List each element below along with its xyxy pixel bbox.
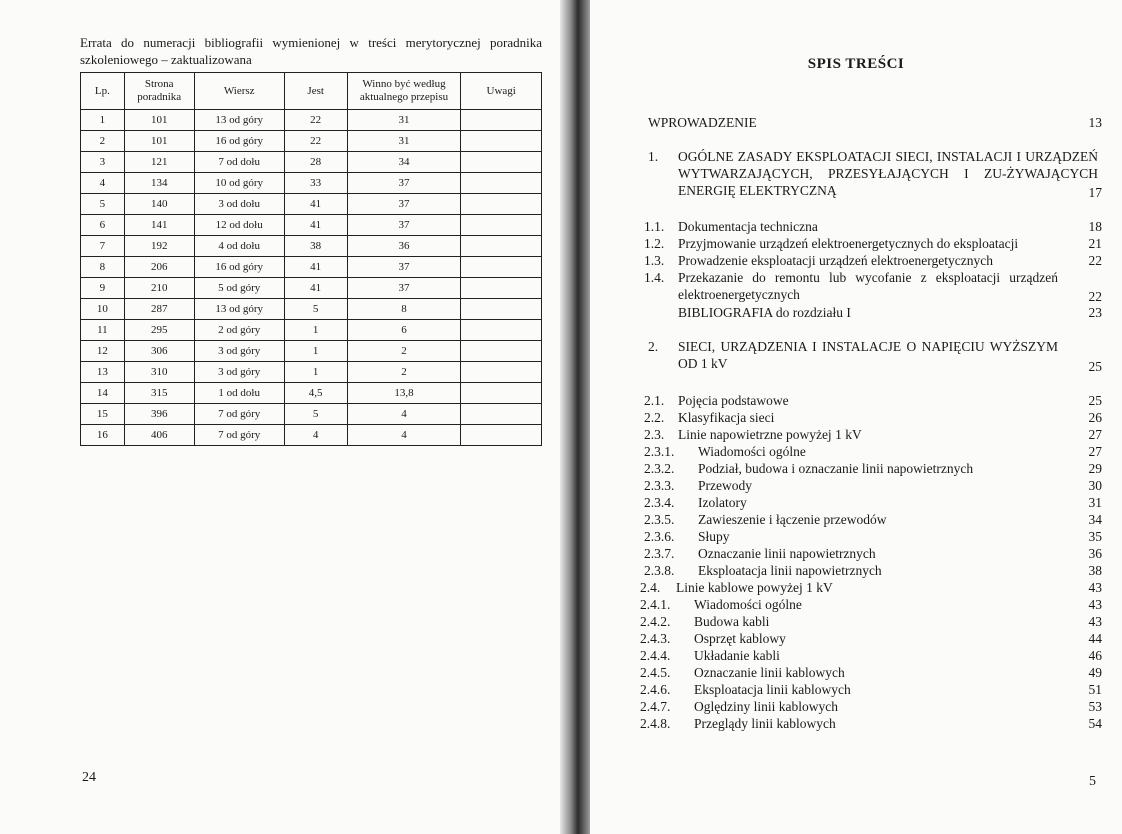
cell-strona: 306 [124, 341, 194, 362]
cell-jest: 4 [284, 425, 347, 446]
cell-strona: 287 [124, 299, 194, 320]
cell-uwagi [461, 194, 542, 215]
toc-entry [590, 477, 1110, 494]
cell-uwagi [461, 215, 542, 236]
page-number-left: 24 [82, 770, 96, 785]
toc-entry-title: Podział, budowa i oznaczanie linii napowietrznych [698, 461, 974, 476]
toc-entry [590, 545, 1110, 562]
toc-entry-title: WPROWADZENIE [648, 115, 757, 130]
toc-entry-title: Oględziny linii kablowych [694, 699, 838, 714]
cell-lp: 3 [81, 152, 125, 173]
toc-entry [590, 252, 1110, 269]
toc-entry-number: 2.3.2. [644, 461, 675, 476]
table-row [81, 425, 542, 446]
cell-jest: 41 [284, 215, 347, 236]
cell-wiersz: 7 od góry [194, 425, 284, 446]
toc-entry-number: 2.4.3. [640, 631, 671, 646]
cell-lp: 12 [81, 341, 125, 362]
toc-entry-title: BIBLIOGRAFIA do rozdziału I [678, 305, 851, 320]
toc-entry-title: Przewody [698, 478, 752, 493]
cell-lp: 1 [81, 110, 125, 131]
cell-uwagi [461, 173, 542, 194]
toc-heading: SPIS TREŚCI [807, 56, 905, 72]
toc-entry-page: 18 [1088, 219, 1102, 234]
toc-entry-number: 2.3. [644, 427, 665, 442]
cell-jest: 1 [284, 341, 347, 362]
toc-entry [590, 681, 1110, 698]
cell-strona: 121 [124, 152, 194, 173]
table-row [81, 257, 542, 278]
toc-entry-page: 34 [1088, 512, 1102, 527]
toc-entry-title: SIECI, URZĄDZENIA I INSTALACJE O NAPIĘCIU WYŻSZYM OD 1 kV [678, 339, 1058, 371]
cell-winno: 37 [347, 215, 461, 236]
toc-entry-title: Linie napowietrzne powyżej 1 kV [678, 427, 862, 442]
cell-strona: 141 [124, 215, 194, 236]
toc-entry-page: 25 [1088, 359, 1102, 374]
cell-strona: 406 [124, 425, 194, 446]
cell-jest: 41 [284, 257, 347, 278]
cell-strona: 295 [124, 320, 194, 341]
cell-wiersz: 1 od dołu [194, 383, 284, 404]
cell-uwagi [461, 257, 542, 278]
cell-wiersz: 16 od góry [194, 257, 284, 278]
toc-entry-title: Wiadomości ogólne [698, 444, 806, 459]
cell-lp: 2 [81, 131, 125, 152]
header-lp: Lp. [81, 73, 125, 110]
cell-jest: 5 [284, 404, 347, 425]
cell-wiersz: 4 od dołu [194, 236, 284, 257]
cell-wiersz: 5 od góry [194, 278, 284, 299]
toc-entry [590, 664, 1110, 681]
cell-lp: 8 [81, 257, 125, 278]
table-row [81, 173, 542, 194]
toc-entry-number: 2.1. [644, 393, 665, 408]
cell-uwagi [461, 383, 542, 404]
cell-strona: 192 [124, 236, 194, 257]
toc-entry-title: Przyjmowanie urządzeń elektroenergetycznych do eksploatacji [678, 236, 1019, 251]
table-row [81, 320, 542, 341]
errata-header-row [81, 73, 542, 110]
cell-winno: 31 [347, 131, 461, 152]
toc-entry-number: 2. [648, 339, 659, 354]
toc-entry-number: 2.4.1. [640, 597, 671, 612]
errata-table [80, 72, 542, 446]
toc-entry-number: 2.4.7. [640, 699, 671, 714]
toc-entry-number: 1.3. [644, 253, 665, 268]
cell-strona: 101 [124, 131, 194, 152]
cell-wiersz: 12 od dołu [194, 215, 284, 236]
toc-entry-title: Dokumentacja techniczna [678, 219, 818, 234]
toc-entry-title: Eksploatacja linii kablowych [694, 682, 851, 697]
toc-entry-page: 30 [1088, 478, 1102, 493]
toc-entry-number: 1.4. [644, 270, 665, 285]
cell-lp: 6 [81, 215, 125, 236]
table-row [81, 278, 542, 299]
toc-entry [590, 235, 1110, 252]
table-row [81, 341, 542, 362]
toc-entry [590, 613, 1110, 630]
cell-wiersz: 2 od góry [194, 320, 284, 341]
cell-lp: 14 [81, 383, 125, 404]
cell-lp: 15 [81, 404, 125, 425]
cell-jest: 28 [284, 152, 347, 173]
toc-entry-number: 2.4.8. [640, 716, 671, 731]
cell-strona: 140 [124, 194, 194, 215]
toc-entry-page: 22 [1088, 253, 1102, 268]
toc-entry-title: Izolatory [698, 495, 747, 510]
toc-entry-page: 38 [1088, 563, 1102, 578]
toc-entry [590, 579, 1110, 596]
toc-entry [590, 148, 1110, 200]
toc-entry-title: Klasyfikacja sieci [678, 410, 775, 425]
toc-entry-number: 2.4.5. [640, 665, 671, 680]
header-strona: Strona poradnika [124, 73, 194, 110]
cell-jest: 41 [284, 194, 347, 215]
cell-winno: 8 [347, 299, 461, 320]
table-row [81, 215, 542, 236]
table-row [81, 362, 542, 383]
cell-uwagi [461, 236, 542, 257]
table-row [81, 131, 542, 152]
cell-uwagi [461, 131, 542, 152]
cell-wiersz: 3 od góry [194, 362, 284, 383]
toc-entry-title: Eksploatacja linii napowietrznych [698, 563, 882, 578]
table-row [81, 110, 542, 131]
cell-strona: 315 [124, 383, 194, 404]
toc-entry-title: Zawieszenie i łączenie przewodów [698, 512, 887, 527]
toc-entry [590, 562, 1110, 579]
toc-entry [590, 528, 1110, 545]
cell-wiersz: 3 od góry [194, 341, 284, 362]
toc-entry [590, 409, 1110, 426]
cell-lp: 9 [81, 278, 125, 299]
toc-entry-title: Osprzęt kablowy [694, 631, 786, 646]
toc-entry [590, 511, 1110, 528]
cell-wiersz: 7 od góry [194, 404, 284, 425]
toc-entry [590, 114, 1110, 131]
cell-lp: 16 [81, 425, 125, 446]
toc-entry-page: 26 [1088, 410, 1102, 425]
cell-jest: 1 [284, 320, 347, 341]
cell-lp: 5 [81, 194, 125, 215]
cell-uwagi [461, 299, 542, 320]
cell-winno: 2 [347, 362, 461, 383]
cell-jest: 41 [284, 278, 347, 299]
cell-winno: 31 [347, 110, 461, 131]
toc-entry-page: 44 [1088, 631, 1102, 646]
cell-uwagi [461, 362, 542, 383]
cell-winno: 37 [347, 257, 461, 278]
toc-entry-page: 29 [1088, 461, 1102, 476]
toc-entry-title: Przeglądy linii kablowych [694, 716, 836, 731]
toc-entry-title: Pojęcia podstawowe [678, 393, 789, 408]
cell-uwagi [461, 152, 542, 173]
cell-jest: 1 [284, 362, 347, 383]
toc-entry-page: 49 [1088, 665, 1102, 680]
cell-jest: 33 [284, 173, 347, 194]
toc-entry-page: 43 [1088, 614, 1102, 629]
toc-entry-page: 17 [1088, 185, 1102, 200]
cell-lp: 13 [81, 362, 125, 383]
cell-strona: 206 [124, 257, 194, 278]
cell-strona: 101 [124, 110, 194, 131]
cell-wiersz: 10 od góry [194, 173, 284, 194]
toc-entry [590, 304, 1110, 321]
cell-winno: 37 [347, 194, 461, 215]
errata-title: Errata do numeracji bibliografii wymienionej w treści merytorycznej poradnika szkoleniowego – zaktualizowana [80, 35, 542, 67]
toc-entry-page: 54 [1088, 716, 1102, 731]
cell-winno: 4 [347, 425, 461, 446]
cell-jest: 5 [284, 299, 347, 320]
toc-entry-number: 2.3.7. [644, 546, 675, 561]
toc-entry-number: 2.3.5. [644, 512, 675, 527]
cell-winno: 2 [347, 341, 461, 362]
cell-uwagi [461, 278, 542, 299]
cell-lp: 7 [81, 236, 125, 257]
toc-entry-title: Prowadzenie eksploatacji urządzeń elektroenergetycznych [678, 253, 993, 268]
toc-entry-page: 53 [1088, 699, 1102, 714]
header-jest: Jest [284, 73, 347, 110]
toc-entry-number: 2.3.4. [644, 495, 675, 510]
header-wiersz: Wiersz [194, 73, 284, 110]
toc-entry-page: 43 [1088, 580, 1102, 595]
toc-entry-page: 22 [1088, 289, 1102, 304]
toc-entry-number: 2.3.1. [644, 444, 675, 459]
cell-uwagi [461, 341, 542, 362]
toc-entry-page: 13 [1088, 115, 1102, 130]
toc-entry [590, 715, 1110, 732]
toc-entry-page: 25 [1088, 393, 1102, 408]
cell-strona: 396 [124, 404, 194, 425]
toc-entry-page: 21 [1088, 236, 1102, 251]
toc-entry [590, 647, 1110, 664]
cell-uwagi [461, 404, 542, 425]
toc-entry [590, 269, 1110, 304]
toc-entry-number: 2.4.6. [640, 682, 671, 697]
toc-entry [590, 630, 1110, 647]
toc-entry-page: 27 [1088, 444, 1102, 459]
toc-entry [590, 698, 1110, 715]
cell-winno: 13,8 [347, 383, 461, 404]
cell-jest: 38 [284, 236, 347, 257]
toc-entry [590, 443, 1110, 460]
page-number-right: 5 [1089, 774, 1096, 789]
toc-entry-number: 2.4.2. [640, 614, 671, 629]
toc-entry-title: Budowa kabli [694, 614, 770, 629]
table-row [81, 299, 542, 320]
toc-entry-number: 2.2. [644, 410, 665, 425]
table-row [81, 152, 542, 173]
table-row [81, 383, 542, 404]
header-uwagi: Uwagi [461, 73, 542, 110]
toc-entry-title: Słupy [698, 529, 730, 544]
toc-entry-page: 35 [1088, 529, 1102, 544]
toc-entry-number: 2.4.4. [640, 648, 671, 663]
toc-entry [590, 494, 1110, 511]
toc-entry-number: 1.1. [644, 219, 665, 234]
toc-entry [590, 596, 1110, 613]
cell-winno: 4 [347, 404, 461, 425]
cell-jest: 4,5 [284, 383, 347, 404]
toc-entry-title: Oznaczanie linii kablowych [694, 665, 845, 680]
cell-uwagi [461, 110, 542, 131]
cell-strona: 210 [124, 278, 194, 299]
toc-entry-page: 31 [1088, 495, 1102, 510]
cell-uwagi [461, 320, 542, 341]
toc-entry-title: Przekazanie do remontu lub wycofanie z eksploatacji urządzeń elektroenergetycznych [678, 270, 1058, 302]
toc-entry-number: 2.3.6. [644, 529, 675, 544]
toc-entry-page: 43 [1088, 597, 1102, 612]
cell-lp: 11 [81, 320, 125, 341]
table-row [81, 194, 542, 215]
toc-entry [590, 218, 1110, 235]
right-page [590, 0, 1122, 834]
toc-entry [590, 460, 1110, 477]
toc-entry-number: 2.3.8. [644, 563, 675, 578]
cell-wiersz: 13 od góry [194, 110, 284, 131]
cell-strona: 134 [124, 173, 194, 194]
toc-entry-title: Linie kablowe powyżej 1 kV [676, 580, 833, 595]
toc-entry-page: 23 [1088, 305, 1102, 320]
cell-jest: 22 [284, 131, 347, 152]
cell-lp: 4 [81, 173, 125, 194]
toc-entry-page: 51 [1088, 682, 1102, 697]
cell-strona: 310 [124, 362, 194, 383]
toc-entry [590, 392, 1110, 409]
cell-winno: 36 [347, 236, 461, 257]
cell-wiersz: 7 od dołu [194, 152, 284, 173]
toc-entry-number: 1.2. [644, 236, 665, 251]
toc-entry-title: Wiadomości ogólne [694, 597, 802, 612]
cell-winno: 34 [347, 152, 461, 173]
cell-wiersz: 16 od góry [194, 131, 284, 152]
toc-entry-page: 27 [1088, 427, 1102, 442]
table-row [81, 236, 542, 257]
cell-winno: 37 [347, 278, 461, 299]
header-winno: Winno być według aktualnego przepisu [347, 73, 461, 110]
toc-entry-page: 46 [1088, 648, 1102, 663]
cell-wiersz: 3 od dołu [194, 194, 284, 215]
toc-entry-title: OGÓLNE ZASADY EKSPLOATACJI SIECI, INSTALACJI I URZĄDZEŃ WYTWARZAJĄCYCH, PRZESYŁAJĄCYCH I ZU-ŻYWAJĄCYCH ENERGIĘ ELEKTRYCZNĄ [678, 149, 1098, 198]
cell-lp: 10 [81, 299, 125, 320]
cell-jest: 22 [284, 110, 347, 131]
cell-winno: 6 [347, 320, 461, 341]
toc-entry [590, 338, 1110, 374]
toc-entry-title: Układanie kabli [694, 648, 780, 663]
toc-entry-number: 2.4. [640, 580, 661, 595]
cell-uwagi [461, 425, 542, 446]
toc-entry [590, 426, 1110, 443]
toc-entry-page: 36 [1088, 546, 1102, 561]
cell-winno: 37 [347, 173, 461, 194]
table-row [81, 404, 542, 425]
toc-entry-number: 1. [648, 149, 659, 164]
toc-entry-number: 2.3.3. [644, 478, 675, 493]
toc-entry-title: Oznaczanie linii napowietrznych [698, 546, 876, 561]
cell-wiersz: 13 od góry [194, 299, 284, 320]
